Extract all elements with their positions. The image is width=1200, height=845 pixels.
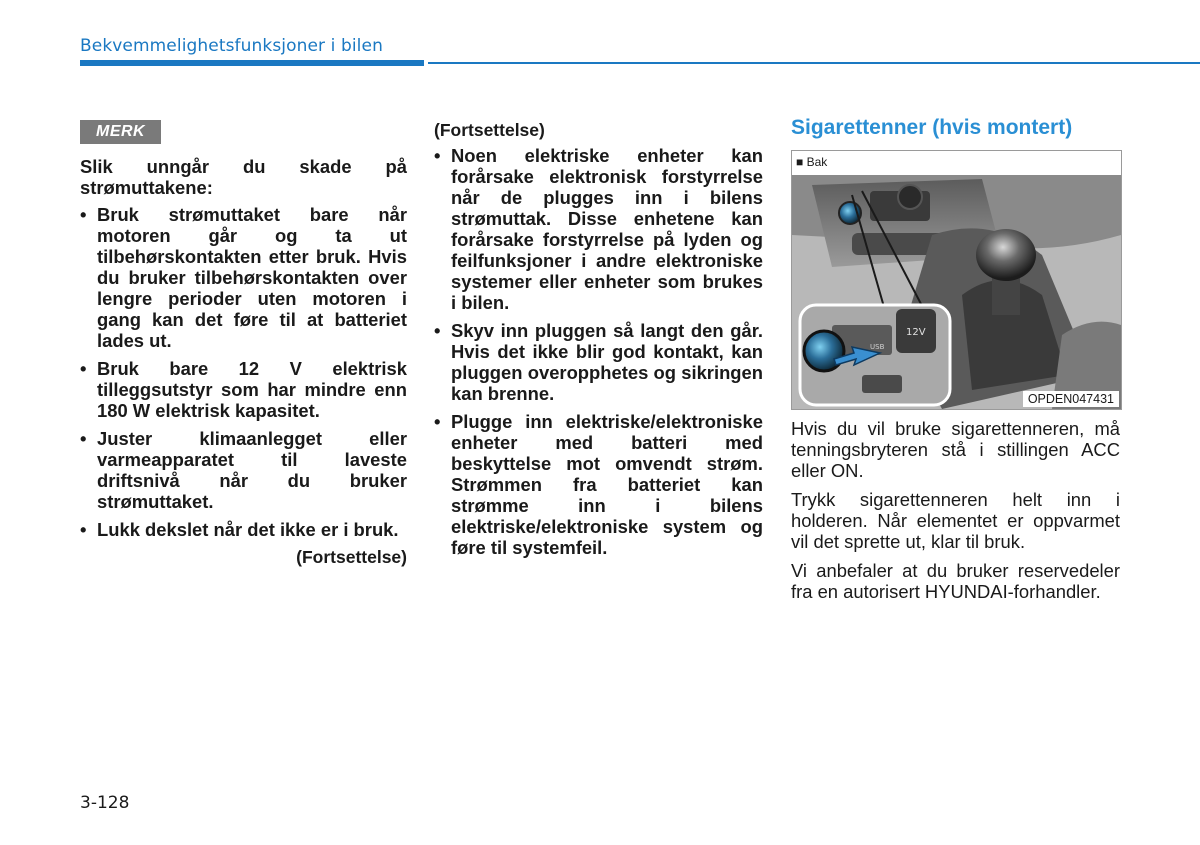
svg-text:12V: 12V [906,327,926,338]
note-item: • Plugge inn elektriske/elektroniske enheter med batteri med beskyttelse mot omvendt strøm. Strømmen fra batteriet kan strømme inn i bilens elektriske/elektroniske system og føre til systemfeil. [434,411,763,558]
note-intro: Slik unngår du skade på strømuttakene: [80,156,407,198]
note-item: • Bruk strømuttaket bare når motoren går og ta ut tilbehørskontakten etter bruk. Hvis du bruker tilbehørskontakten over lengre perioder uten motoren i gang kan det føre til at batteriet lades ut. [80,204,407,351]
lighter-figure [791,150,1122,410]
paragraph: Hvis du vil bruke sigarettenneren, må tenningsbryteren stå i stillingen ACC eller ON. [791,418,1120,481]
continued-heading: (Fortsettelse) [434,120,545,140]
continued-label: (Fortsettelse) [296,547,407,567]
paragraph: Trykk sigarettenneren helt inn i holderen. Når elementet er oppvarmet vil det sprette ut, klar til bruk. [791,489,1120,552]
note-list-continued [434,145,763,558]
section-title: Sigarettenner (hvis montert) [791,116,1073,139]
note-item: • Lukk dekslet når det ikke er i bruk. [80,519,407,540]
left-column [80,120,407,568]
right-column [791,116,1120,602]
paragraph: Vi anbefaler at du bruker reservedeler fra en autorisert HYUNDAI-forhandler. [791,560,1120,602]
note-item: • Bruk bare 12 V elektrisk tilleggsutstyr som har mindre enn 180 W elektrisk kapasitet. [80,358,407,421]
header-title: Bekvemmelighetsfunksjoner i bilen [80,36,383,56]
figure-code: OPDEN047431 [1023,391,1119,407]
merk-badge: MERK [80,120,161,144]
note-item: • Skyv inn pluggen så langt den går. Hvis det ikke blir god kontakt, kan pluggen overopphetes og sikringen kan brenne. [434,320,763,404]
header-bar [80,60,424,66]
gear-knob-icon [976,229,1036,281]
console-photo [792,175,1121,409]
middle-column [434,120,763,565]
figure-label: ■ Bak [792,151,1121,175]
note-list [80,204,407,540]
svg-text:USB: USB [870,343,885,351]
header-rule [428,62,1200,64]
note-item: • Juster klimaanlegget eller varmeapparatet til laveste driftsnivå når du bruker strømuttaket. [80,428,407,512]
page-number: 3-128 [80,793,130,813]
note-item: • Noen elektriske enheter kan forårsake elektronisk forstyrrelse når de plugges inn i bilens strømuttak. Disse enhetene kan forårsake forstyrrelse på lyden og feilfunksjoner i andre elektroniske systemer eller enheter som brukes i bilen. [434,145,763,313]
